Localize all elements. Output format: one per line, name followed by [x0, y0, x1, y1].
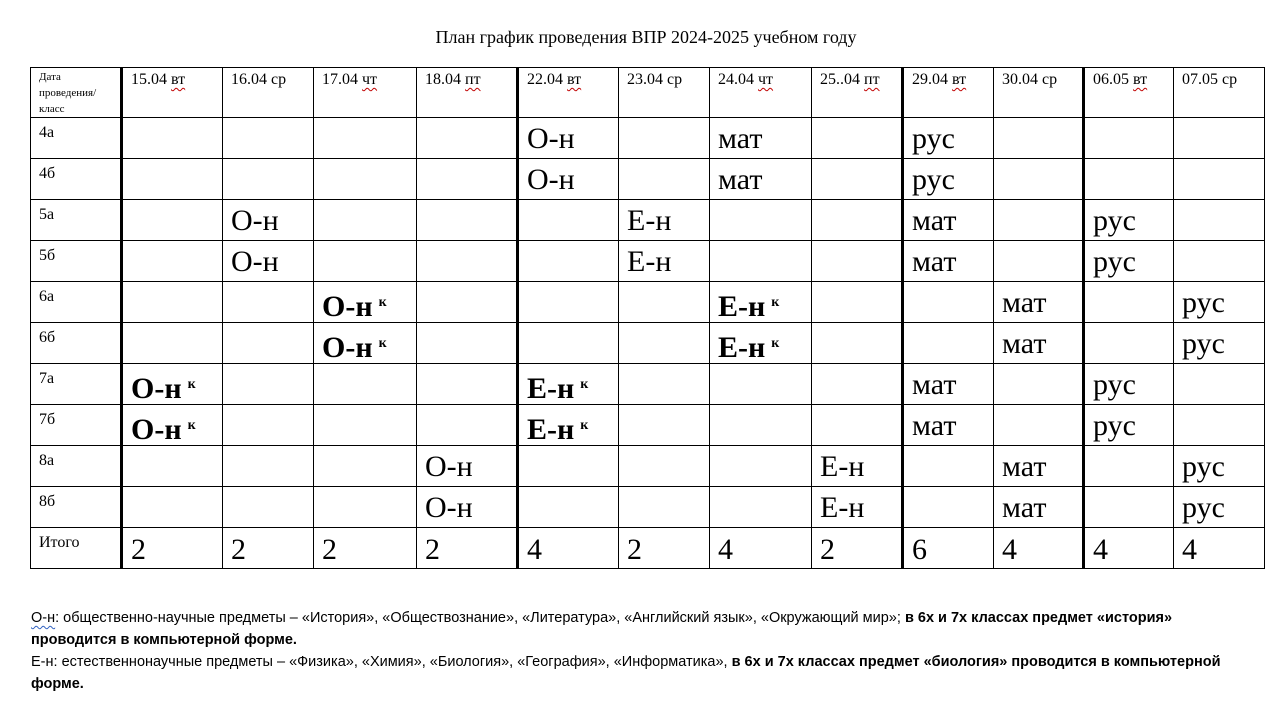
class-label-cell [31, 446, 122, 487]
note-abbr: О-н [31, 610, 56, 626]
day-text: ср [1222, 71, 1238, 88]
schedule-cell [903, 159, 994, 200]
date-header-cell [903, 68, 994, 118]
schedule-cell [1084, 159, 1174, 200]
computer-form-mark: к [771, 295, 780, 310]
schedule-cell [619, 323, 710, 364]
schedule-cell [903, 323, 994, 364]
schedule-cell [1084, 241, 1174, 282]
schedule-cell [812, 200, 903, 241]
date-text: 25..04 [820, 71, 860, 88]
subject-text: мат [1002, 450, 1047, 483]
day-text: пт [864, 71, 880, 88]
schedule-cell [223, 159, 314, 200]
schedule-cell [1084, 446, 1174, 487]
table-row [31, 200, 1265, 241]
schedule-cell [122, 159, 223, 200]
note-text: : естественнонаучные предметы – «Физика», «Химия», «Биология», «География», «Информатика», [53, 654, 732, 670]
subject-text: Е-н [718, 290, 766, 323]
total-value: 4 [1002, 533, 1017, 566]
total-value: 4 [527, 533, 542, 566]
total-value: 4 [1182, 533, 1197, 566]
day-text: чт [362, 71, 378, 88]
table-row [31, 446, 1265, 487]
schedule-cell [812, 282, 903, 323]
schedule-cell [314, 323, 417, 364]
class-label: 5а [39, 206, 55, 223]
class-label: 7а [39, 370, 55, 387]
schedule-cell [619, 487, 710, 528]
total-label-cell [31, 528, 122, 569]
header-row [31, 68, 1265, 118]
schedule-cell [903, 364, 994, 405]
note-natural-sciences [31, 651, 1261, 695]
schedule-cell [1174, 487, 1265, 528]
schedule-cell [417, 364, 518, 405]
schedule-cell [223, 446, 314, 487]
class-label: 7б [39, 411, 56, 428]
computer-form-mark: к [771, 336, 780, 351]
schedule-cell [518, 405, 619, 446]
schedule-cell [619, 241, 710, 282]
note-bold-text: в 6х и 7х классах предмет «биология» проводится в компьютерной форме. [31, 654, 1221, 692]
schedule-cell [1084, 282, 1174, 323]
note-text: : общественно-научные предметы – «История», «Обществознание», «Литература», «Английский язык», «Окружающий мир»; [55, 610, 905, 626]
computer-form-mark: к [187, 418, 196, 433]
date-text: 24.04 [718, 71, 754, 88]
date-text: 17.04 [322, 71, 358, 88]
schedule-table [30, 67, 1265, 569]
day-text: ср [271, 71, 287, 88]
subject-text: мат [718, 163, 763, 196]
subject-text: Е-н [527, 372, 575, 405]
schedule-cell [1084, 487, 1174, 528]
day-text: вт [567, 71, 582, 88]
schedule-cell [710, 323, 812, 364]
date-header-cell [518, 68, 619, 118]
total-cell [417, 528, 518, 569]
schedule-cell [812, 159, 903, 200]
schedule-cell [1174, 159, 1265, 200]
class-label: 8б [39, 493, 56, 510]
table-row [31, 118, 1265, 159]
schedule-cell [223, 364, 314, 405]
subject-text: мат [1002, 286, 1047, 319]
schedule-cell [619, 118, 710, 159]
total-value: 4 [1093, 533, 1108, 566]
date-text: 23.04 [627, 71, 663, 88]
schedule-cell [518, 487, 619, 528]
table-row [31, 159, 1265, 200]
schedule-cell [518, 446, 619, 487]
subject-text: мат [1002, 327, 1047, 360]
schedule-cell [710, 364, 812, 405]
subject-text: Е-н [627, 204, 672, 237]
schedule-cell [903, 200, 994, 241]
subject-text: мат [718, 122, 763, 155]
day-text: чт [758, 71, 774, 88]
schedule-cell [994, 405, 1084, 446]
day-text: ср [1042, 71, 1058, 88]
computer-form-mark: к [580, 418, 589, 433]
schedule-cell [812, 364, 903, 405]
schedule-cell [994, 323, 1084, 364]
total-cell [710, 528, 812, 569]
schedule-cell [812, 118, 903, 159]
schedule-cell [314, 159, 417, 200]
subject-text: Е-н [627, 245, 672, 278]
total-value: 2 [131, 533, 146, 566]
date-header-cell [812, 68, 903, 118]
schedule-cell [122, 200, 223, 241]
subject-text: Е-н [820, 450, 865, 483]
schedule-cell [122, 241, 223, 282]
table-row [31, 364, 1265, 405]
schedule-cell [518, 241, 619, 282]
subject-text: мат [912, 204, 957, 237]
schedule-cell [1174, 282, 1265, 323]
page-title: План график проведения ВПР 2024-2025 учебном году [435, 27, 857, 47]
subject-text: О-н [425, 450, 473, 483]
subject-text: рус [912, 163, 955, 196]
schedule-cell [314, 405, 417, 446]
subject-text: О-н [131, 413, 182, 446]
subject-text: Е-н [820, 491, 865, 524]
subject-text: рус [912, 122, 955, 155]
date-text: 29.04 [912, 71, 948, 88]
schedule-cell [223, 323, 314, 364]
class-label-cell [31, 364, 122, 405]
schedule-cell [903, 282, 994, 323]
total-value: 4 [718, 533, 733, 566]
total-value: 6 [912, 533, 927, 566]
corner-cell [31, 68, 122, 118]
date-header-cell [1084, 68, 1174, 118]
schedule-cell [710, 118, 812, 159]
total-cell [994, 528, 1084, 569]
date-text: 15.04 [131, 71, 167, 88]
date-header-cell [619, 68, 710, 118]
class-label-cell [31, 487, 122, 528]
schedule-cell [1084, 405, 1174, 446]
schedule-cell [122, 487, 223, 528]
computer-form-mark: к [580, 377, 589, 392]
class-label-cell [31, 323, 122, 364]
schedule-cell [812, 487, 903, 528]
computer-form-mark: к [378, 295, 387, 310]
subject-text: О-н [231, 204, 279, 237]
schedule-cell [903, 241, 994, 282]
schedule-cell [223, 282, 314, 323]
subject-text: О-н [527, 122, 575, 155]
class-label-cell [31, 405, 122, 446]
date-text: 16.04 [231, 71, 267, 88]
subject-text: О-н [527, 163, 575, 196]
class-label-cell [31, 282, 122, 323]
schedule-cell [619, 282, 710, 323]
total-cell [122, 528, 223, 569]
schedule-cell [1084, 323, 1174, 364]
subject-text: рус [1093, 204, 1136, 237]
date-header-cell [314, 68, 417, 118]
subject-text: рус [1182, 286, 1225, 319]
schedule-cell [994, 282, 1084, 323]
note-abbr: Е-н [31, 654, 54, 670]
schedule-cell [812, 323, 903, 364]
total-value: 2 [425, 533, 440, 566]
schedule-cell [994, 446, 1084, 487]
total-label: Итого [39, 534, 80, 551]
class-label: 4а [39, 124, 55, 141]
table-row [31, 323, 1265, 364]
schedule-cell [1084, 200, 1174, 241]
schedule-cell [619, 446, 710, 487]
legend-notes [31, 607, 1261, 695]
table-row [31, 487, 1265, 528]
schedule-cell [903, 405, 994, 446]
schedule-cell [314, 487, 417, 528]
schedule-cell [314, 446, 417, 487]
schedule-cell [812, 446, 903, 487]
schedule-cell [314, 282, 417, 323]
totals-row [31, 528, 1265, 569]
date-header-cell [1174, 68, 1265, 118]
schedule-cell [122, 405, 223, 446]
corner-label-line: проведения/ [39, 87, 97, 99]
schedule-cell [1174, 200, 1265, 241]
date-text: 22.04 [527, 71, 563, 88]
day-text: вт [171, 71, 186, 88]
date-header-cell [122, 68, 223, 118]
schedule-cell [417, 487, 518, 528]
table-row [31, 405, 1265, 446]
schedule-cell [994, 487, 1084, 528]
schedule-cell [994, 364, 1084, 405]
schedule-cell [1174, 446, 1265, 487]
schedule-cell [417, 159, 518, 200]
date-text: 18.04 [425, 71, 461, 88]
schedule-cell [812, 241, 903, 282]
schedule-cell [994, 200, 1084, 241]
schedule-cell [122, 364, 223, 405]
subject-text: О-н [425, 491, 473, 524]
total-cell [1174, 528, 1265, 569]
class-label: 6а [39, 288, 55, 305]
schedule-cell [619, 159, 710, 200]
class-label-cell [31, 118, 122, 159]
schedule-cell [710, 200, 812, 241]
total-value: 2 [627, 533, 642, 566]
schedule-cell [417, 241, 518, 282]
class-label-cell [31, 241, 122, 282]
date-header-cell [223, 68, 314, 118]
schedule-cell [1084, 364, 1174, 405]
schedule-cell [710, 487, 812, 528]
subject-text: О-н [322, 290, 373, 323]
total-cell [518, 528, 619, 569]
total-cell [314, 528, 417, 569]
subject-text: мат [912, 368, 957, 401]
class-label-cell [31, 200, 122, 241]
date-header-cell [994, 68, 1084, 118]
schedule-cell [619, 200, 710, 241]
day-text: пт [465, 71, 481, 88]
schedule-cell [1174, 405, 1265, 446]
subject-text: Е-н [527, 413, 575, 446]
total-value: 2 [231, 533, 246, 566]
schedule-cell [710, 446, 812, 487]
class-label-cell [31, 159, 122, 200]
corner-label-line: Дата [39, 71, 61, 83]
subject-text: Е-н [718, 331, 766, 364]
schedule-cell [314, 364, 417, 405]
schedule-cell [1174, 364, 1265, 405]
computer-form-mark: к [187, 377, 196, 392]
schedule-cell [223, 200, 314, 241]
schedule-cell [518, 200, 619, 241]
schedule-cell [314, 241, 417, 282]
schedule-cell [1174, 323, 1265, 364]
schedule-cell [122, 282, 223, 323]
schedule-cell [223, 487, 314, 528]
schedule-cell [518, 364, 619, 405]
class-label: 4б [39, 165, 56, 182]
schedule-cell [903, 118, 994, 159]
total-cell [812, 528, 903, 569]
schedule-cell [994, 159, 1084, 200]
schedule-cell [710, 405, 812, 446]
schedule-cell [223, 241, 314, 282]
subject-text: рус [1182, 450, 1225, 483]
date-header-cell [710, 68, 812, 118]
date-text: 07.05 [1182, 71, 1218, 88]
schedule-cell [223, 405, 314, 446]
schedule-cell [417, 405, 518, 446]
corner-label-line: класс [39, 103, 65, 115]
schedule-cell [314, 200, 417, 241]
schedule-cell [619, 405, 710, 446]
subject-text: мат [912, 245, 957, 278]
table-row [31, 282, 1265, 323]
schedule-cell [314, 118, 417, 159]
subject-text: рус [1182, 491, 1225, 524]
schedule-cell [518, 118, 619, 159]
schedule-cell [994, 241, 1084, 282]
schedule-cell [1174, 241, 1265, 282]
schedule-cell [417, 282, 518, 323]
schedule-cell [903, 446, 994, 487]
schedule-cell [903, 487, 994, 528]
schedule-cell [1174, 118, 1265, 159]
subject-text: мат [1002, 491, 1047, 524]
schedule-cell [812, 405, 903, 446]
schedule-cell [122, 323, 223, 364]
computer-form-mark: к [378, 336, 387, 351]
subject-text: рус [1182, 327, 1225, 360]
schedule-cell [994, 118, 1084, 159]
date-text: 30.04 [1002, 71, 1038, 88]
schedule-cell [518, 282, 619, 323]
subject-text: О-н [131, 372, 182, 405]
schedule-cell [518, 323, 619, 364]
date-text: 06.05 [1093, 71, 1129, 88]
date-header-cell [417, 68, 518, 118]
schedule-cell [710, 282, 812, 323]
schedule-cell [417, 118, 518, 159]
schedule-cell [122, 118, 223, 159]
schedule-cell [417, 446, 518, 487]
subject-text: О-н [322, 331, 373, 364]
total-value: 2 [322, 533, 337, 566]
schedule-cell [619, 364, 710, 405]
schedule-cell [710, 241, 812, 282]
table-row [31, 241, 1265, 282]
schedule-cell [417, 323, 518, 364]
day-text: вт [952, 71, 967, 88]
day-text: вт [1133, 71, 1148, 88]
subject-text: рус [1093, 409, 1136, 442]
schedule-cell [1084, 118, 1174, 159]
schedule-cell [122, 446, 223, 487]
schedule-cell [710, 159, 812, 200]
total-value: 2 [820, 533, 835, 566]
total-cell [903, 528, 994, 569]
note-social-sciences [31, 607, 1261, 651]
subject-text: О-н [231, 245, 279, 278]
schedule-cell [417, 200, 518, 241]
subject-text: рус [1093, 368, 1136, 401]
class-label: 8а [39, 452, 55, 469]
total-cell [619, 528, 710, 569]
total-cell [223, 528, 314, 569]
schedule-cell [223, 118, 314, 159]
note-bold-text: в 6х и 7х классах предмет «история» проводится в компьютерной форме. [31, 610, 1173, 648]
class-label: 6б [39, 329, 56, 346]
subject-text: рус [1093, 245, 1136, 278]
total-cell [1084, 528, 1174, 569]
class-label: 5б [39, 247, 56, 264]
day-text: ср [667, 71, 683, 88]
schedule-cell [518, 159, 619, 200]
subject-text: мат [912, 409, 957, 442]
